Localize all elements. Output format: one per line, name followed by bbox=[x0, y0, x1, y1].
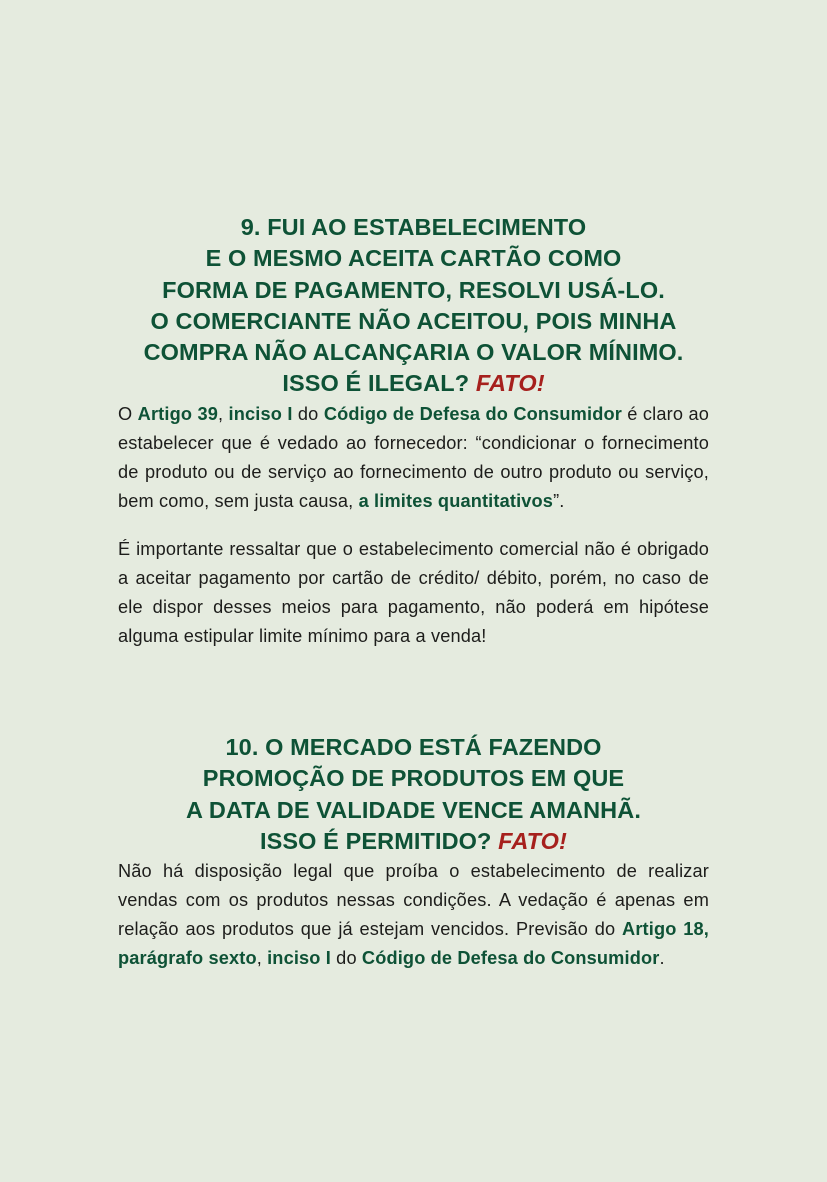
section-10-paragraph-1 bbox=[118, 857, 709, 973]
verdict-fato: FATO! bbox=[498, 827, 567, 854]
text-run: . bbox=[659, 948, 665, 969]
heading-line: A DATA DE VALIDADE VENCE AMANHÃ. bbox=[186, 796, 641, 823]
section-10 bbox=[118, 732, 709, 973]
section-9-paragraph-1 bbox=[118, 400, 709, 516]
heading-question: ISSO É PERMITIDO? bbox=[260, 827, 492, 854]
heading-line: COMPRA NÃO ALCANÇARIA O VALOR MÍNIMO. bbox=[143, 339, 684, 366]
heading-line: FORMA DE PAGAMENTO, RESOLVI USÁ-LO. bbox=[162, 276, 665, 303]
section-10-heading bbox=[118, 732, 709, 857]
section-9 bbox=[118, 212, 709, 651]
text-run: Não há disposição legal que proíba o estabelecimento de realizar vendas com os produtos nessas condições. A vedação é apenas em relação aos produtos que já estejam vencidos. Previsão do bbox=[118, 861, 709, 940]
text-run: do bbox=[330, 948, 362, 969]
heading-line: PROMOÇÃO DE PRODUTOS EM QUE bbox=[202, 765, 625, 792]
highlight-limites-quantitativos: a limites quantitativos bbox=[358, 490, 554, 511]
law-reference-artigo-18: Artigo 18, parágrafo sexto bbox=[118, 919, 709, 969]
text-run: ”. bbox=[553, 490, 565, 511]
heading-line: 9. FUI AO ESTABELECIMENTO bbox=[240, 214, 587, 240]
text-run: do bbox=[292, 403, 324, 424]
heading-question-line bbox=[118, 368, 709, 399]
heading-line: 10. O MERCADO ESTÁ FAZENDO bbox=[225, 734, 602, 760]
law-reference-inciso-1: inciso I bbox=[228, 403, 293, 424]
heading-question: ISSO É ILEGAL? bbox=[282, 370, 470, 397]
law-reference-cdc: Código de Defesa do Consumidor bbox=[361, 948, 660, 969]
law-reference-artigo-39: Artigo 39 bbox=[137, 403, 218, 424]
heading-line: E O MESMO ACEITA CARTÃO COMO bbox=[205, 245, 622, 272]
heading-question-line bbox=[118, 826, 709, 857]
law-reference-cdc: Código de Defesa do Consumidor bbox=[323, 403, 622, 424]
law-reference-inciso-1: inciso I bbox=[267, 948, 331, 969]
section-9-paragraph-2: É importante ressaltar que o estabelecimento comercial não é obrigado a aceitar pagamento por cartão de crédito/ débito, porém, no caso de ele dispor desses meios para pagamento, não poderá em hipótese alguma estipular limite mínimo para a venda! bbox=[118, 538, 709, 646]
text-run: O bbox=[118, 403, 138, 424]
text-run: , bbox=[217, 403, 229, 424]
heading-line: O COMERCIANTE NÃO ACEITOU, POIS MINHA bbox=[150, 307, 677, 334]
text-run: é claro ao estabelecer que é vedado ao fornecedor: “condicionar o fornecimento de produto ou de serviço ao fornecimento de outro produto ou serviço, bem como, sem justa causa, bbox=[118, 403, 709, 511]
verdict-fato: FATO! bbox=[475, 370, 545, 397]
section-9-heading bbox=[118, 212, 709, 400]
text-run: , bbox=[256, 948, 268, 969]
